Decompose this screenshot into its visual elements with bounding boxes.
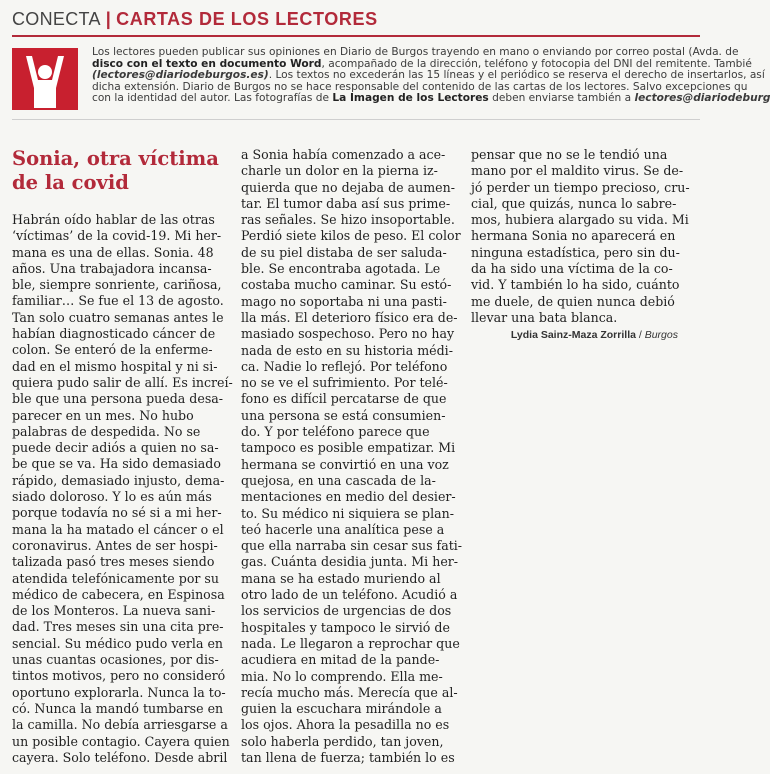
article-column-1	[12, 212, 233, 766]
text-line: de su piel distaba de ser saluda-	[241, 244, 447, 260]
text-line: acudiera en mitad de la pande-	[241, 652, 440, 668]
text-line: un posible contagio. Cayera quien	[12, 733, 230, 749]
text-line: palabras de despedida. No se	[12, 423, 201, 439]
text-line: tintos motivos, pero no consideró	[12, 668, 226, 684]
text-line: mentaciones en medio del desier-	[241, 489, 456, 505]
text-line: recía mucho más. Merecía que al-	[241, 684, 458, 700]
text-line: gas. Cuánta desidia junta. Mi her-	[241, 554, 459, 570]
notice-text: La Imagen de los Lectores	[332, 92, 489, 105]
text-line: ninguna estadística, pero sin du-	[471, 244, 680, 260]
text-line: quejosa, en una cascada de la-	[241, 472, 436, 488]
text-line: quiera pudo salir de allí. Es increí-	[12, 374, 233, 390]
text-line: be que se va. Ha sido demasiado	[12, 456, 221, 472]
text-line: ble. Se encontraba agotada. Le	[241, 261, 441, 277]
text-line: nada de esto en su historia médi-	[241, 342, 453, 358]
person-arms-raised-icon	[12, 48, 78, 110]
headline-line: Sonia, otra víctima	[12, 147, 219, 170]
text-line: hospitales y tampoco le sirvió de	[241, 619, 450, 635]
notice-line	[92, 92, 770, 105]
text-line: lla más. El deterioro físico era de-	[241, 309, 458, 325]
text-line: masiado sospechoso. Pero no hay	[241, 326, 455, 342]
author-name: Lydia Sainz-Maza Zorrilla	[510, 329, 636, 341]
letter-signature	[511, 329, 678, 341]
text-line: mos, hubiera alargado su vida. Mi	[471, 212, 689, 228]
text-line: me duele, de quien nunca debió	[471, 293, 675, 309]
text-line: dad en el mismo hospital y ni si-	[12, 358, 218, 374]
notice-text: lectores@diariodeburg	[634, 92, 770, 105]
text-line: siado doloroso. Y lo es aún más	[12, 489, 212, 505]
notice-text: , acompañado de la dirección, teléfono y fotocopia del DNI del remitente. Tambié	[321, 57, 752, 70]
text-line: los ojos. Ahora la pesadilla no es	[241, 717, 450, 733]
text-line: años. Una trabajadora incansa-	[12, 260, 212, 276]
text-line: oportuno explorarla. Nunca la to-	[12, 684, 226, 700]
header-rule	[12, 35, 700, 37]
text-line: que ella narraba sin cesar sus fati-	[241, 538, 463, 554]
section-header	[12, 6, 700, 32]
notice-text: (lectores@diariodeburgos.es)	[92, 69, 269, 82]
text-line: mano por el maldito virus. Se de-	[471, 163, 684, 179]
text-line: mana es una de ellas. Sonia. 48	[12, 244, 214, 260]
text-line: sencial. Su médico pudo verla en	[12, 635, 224, 651]
section-title: CARTAS DE LOS LECTORES	[116, 9, 378, 29]
notice-text: con la identidad del autor. Las fotografías de	[92, 92, 333, 105]
article-column-3	[471, 147, 689, 326]
article-headline	[12, 147, 227, 195]
text-line: Perdió siete kilos de peso. El color	[241, 228, 461, 244]
text-line: mana se ha estado muriendo al	[241, 570, 441, 586]
text-line: mana la ha matado el cáncer o el	[12, 521, 224, 537]
notice-text: Los lectores pueden publicar sus opiniones en Diario de Burgos trayendo en mano o enviando por correo postal (Avda. de	[92, 46, 739, 58]
text-line: talizada pasó tres meses siendo	[12, 554, 215, 570]
text-line: cayera. Solo teléfono. Desde abril	[12, 749, 228, 765]
signature-separator: /	[638, 329, 642, 341]
text-line: rápido, demasiado injusto, dema-	[12, 472, 225, 488]
notice-text: . Los textos no excederán las 15 líneas y el periódico se reserva el derecho de insertarlos, así	[268, 69, 765, 82]
text-line: unas cuantas ocasiones, por dis-	[12, 652, 219, 668]
text-line: atendida telefónicamente por su	[12, 570, 219, 586]
text-line: guien la escuchara mirándole a	[241, 701, 442, 717]
text-line: Habrán oído hablar de las otras	[12, 212, 215, 227]
text-line: ras señales. Se hizo insoportable.	[241, 212, 455, 228]
notice-text: deben enviarse también a	[488, 92, 635, 105]
text-line: hermana Sonia no aparecerá en	[471, 228, 676, 244]
headline-line: de la covid	[12, 171, 129, 194]
text-line: to. Su médico ni siquiera se plan-	[241, 505, 454, 521]
text-line: una persona se está consumien-	[241, 407, 446, 423]
text-line: tampoco es posible empatizar. Mi	[241, 440, 456, 456]
text-line: médico de cabecera, en Espinosa	[12, 586, 225, 602]
notice-text: dicha extensión. Diario de Burgos no se hace responsable del contenido de las cartas de los lectores. Salvo excepciones qu	[92, 80, 748, 93]
text-line: llevar una bata blanca.	[471, 309, 618, 325]
text-line: da ha sido una víctima de la co-	[471, 261, 673, 277]
header-separator: |	[105, 9, 112, 29]
text-line: ‘víctimas’ de la covid-19. Mi her-	[12, 228, 222, 244]
text-line: solo haberla perdido, tan joven,	[241, 733, 444, 749]
text-line: porque todavía no sé si a mi her-	[12, 505, 222, 521]
section-name: CONECTA	[12, 9, 101, 29]
text-line: quierda que no dejaba de aumen-	[241, 179, 455, 195]
text-line: mago no soportaba ni una pasti-	[241, 293, 447, 309]
readers-logo-icon	[12, 48, 78, 110]
text-line: a Sonia había comenzado a ace-	[241, 147, 446, 162]
divider	[12, 119, 700, 120]
text-line: parecer en un mes. No hubo	[12, 407, 194, 423]
notice-text: disco con el texto en documento Word	[92, 57, 322, 70]
text-line: có. Nunca la mandó tumbarse en	[12, 700, 224, 716]
text-line: ca. Nadie lo reflejó. Por teléfono	[241, 358, 448, 374]
text-line: de los Monteros. La nueva sani-	[12, 603, 216, 619]
text-line: tan llena de fuerza; también lo es	[241, 749, 455, 765]
text-line: mia. No lo comprendo. Ella me-	[241, 668, 443, 684]
text-line: los servicios de urgencias de dos	[241, 603, 452, 619]
text-line: colon. Se enteró de la enferme-	[12, 342, 213, 358]
text-line: do. Y por teléfono parece que	[241, 424, 430, 440]
text-line: cial, que quizás, nunca lo sabre-	[471, 195, 677, 211]
submission-notice	[92, 46, 770, 111]
text-line: puede decir adiós a quien no sa-	[12, 440, 219, 456]
text-line: vid. Y también lo ha sido, cuánto	[471, 277, 680, 293]
text-line: pensar que no se le tendió una	[471, 147, 668, 162]
text-line: no se ve el sufrimiento. Por telé-	[241, 375, 448, 391]
article-column-2	[241, 147, 463, 766]
text-line: habían diagnosticado cáncer de	[12, 326, 216, 342]
text-line: tar. El tumor daba así sus prime-	[241, 195, 451, 211]
text-line: ble que una persona pueda desa-	[12, 391, 224, 407]
text-line: jó perder un tiempo precioso, cru-	[471, 179, 690, 195]
text-line: costaba mucho caminar. Su estó-	[241, 277, 452, 293]
text-line: coronavirus. Antes de ser hospi-	[12, 537, 218, 553]
text-line: la camilla. No debía arriesgarse a	[12, 717, 228, 733]
text-line: otro lado de un teléfono. Acudió a	[241, 587, 458, 603]
text-line: familiar… Se fue el 13 de agosto.	[12, 293, 224, 309]
text-line: charle un dolor en la pierna iz-	[241, 163, 438, 179]
author-city: Burgos	[644, 329, 678, 341]
text-line: hermana se convirtió en una voz	[241, 456, 449, 472]
text-line: fono es difícil percatarse de que	[241, 391, 447, 407]
text-line: teó hacerle una analítica pese a	[241, 521, 445, 537]
text-line: ble, siempre sonriente, cariñosa,	[12, 277, 222, 293]
text-line: dad. Tres meses sin una cita pre-	[12, 619, 224, 635]
text-line: nada. Le llegaron a reprochar que	[241, 635, 460, 651]
text-line: Tan solo cuatro semanas antes le	[12, 309, 224, 325]
